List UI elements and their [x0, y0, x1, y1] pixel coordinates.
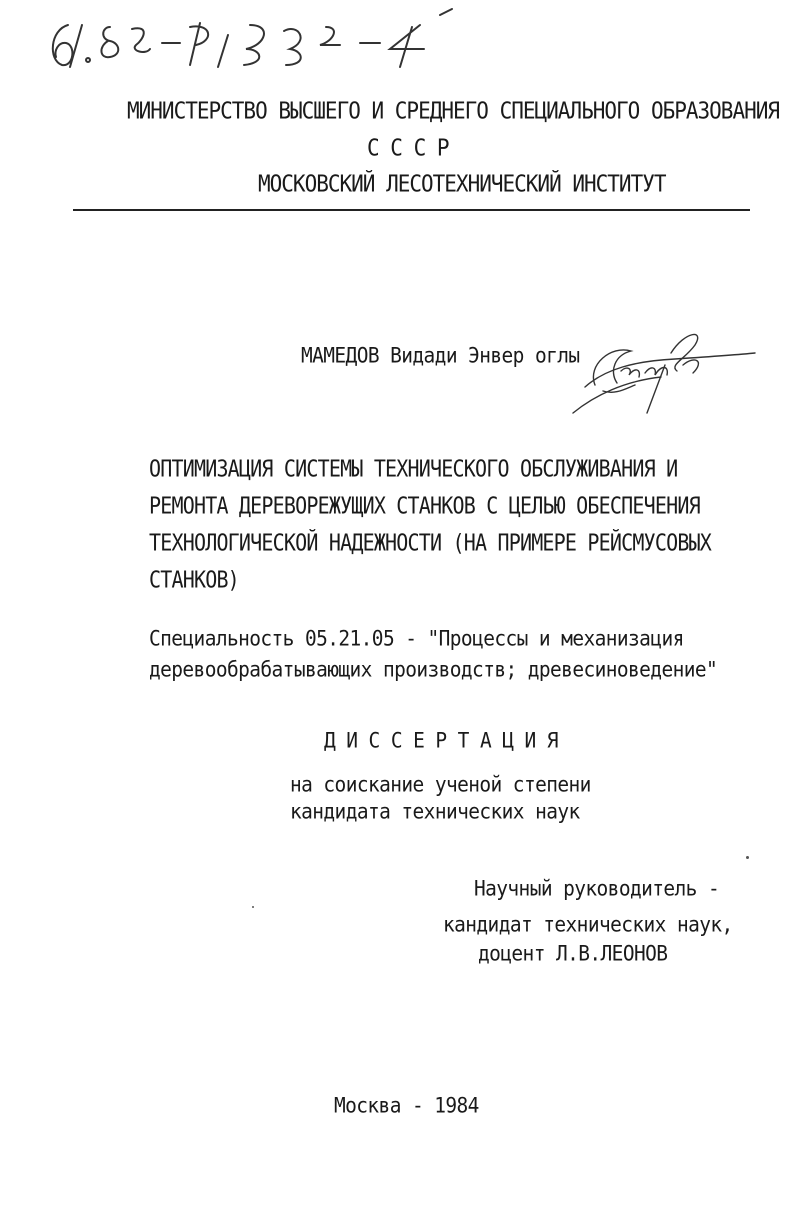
dissertation-title-line-2: РЕМОНТА ДЕРЕВОРЕЖУЩИХ СТАНКОВ С ЦЕЛЬЮ ОБЕСПЕЧЕНИЯ: [149, 491, 700, 520]
place-and-year: Москва - 1984: [334, 1092, 479, 1119]
dissertation-title-line-3: ТЕХНОЛОГИЧЕСКОЙ НАДЕЖНОСТИ (НА ПРИМЕРЕ РЕЙСМУСОВЫХ: [149, 528, 712, 557]
supervisor-name: доцент Л.В.ЛЕОНОВ: [478, 940, 668, 967]
degree-line-2: кандидата технических наук: [290, 798, 580, 825]
document-type: Д И С С Е Р Т А Ц И Я: [324, 727, 558, 754]
header-divider: [73, 209, 750, 211]
scan-speck: [252, 906, 254, 908]
dissertation-title-line-4: СТАНКОВ): [149, 565, 239, 594]
author-signature: [565, 325, 760, 420]
dissertation-title-line-1: ОПТИМИЗАЦИЯ СИСТЕМЫ ТЕХНИЧЕСКОГО ОБСЛУЖИВАНИЯ И: [149, 454, 678, 483]
country-heading: С С С Р: [367, 134, 449, 162]
supervisor-role: Научный руководитель -: [474, 875, 720, 902]
scan-speck: [746, 856, 749, 859]
specialty-line-2: деревообрабатывающих производств; древесиноведение": [149, 656, 718, 683]
ministry-heading: МИНИСТЕРСТВО ВЫСШЕГО И СРЕДНЕГО СПЕЦИАЛЬНОГО ОБРАЗОВАНИЯ: [127, 97, 780, 125]
specialty-line-1: Специальность 05.21.05 - "Процессы и механизация: [149, 625, 684, 652]
degree-line-1: на соискание ученой степени: [290, 771, 591, 798]
handwritten-archive-mark: [40, 5, 470, 80]
supervisor-degree: кандидат технических наук,: [443, 911, 733, 938]
institute-heading: МОСКОВСКИЙ ЛЕСОТЕХНИЧЕСКИЙ ИНСТИТУТ: [258, 170, 666, 198]
author-name: МАМЕДОВ Видади Энвер оглы: [301, 342, 580, 369]
